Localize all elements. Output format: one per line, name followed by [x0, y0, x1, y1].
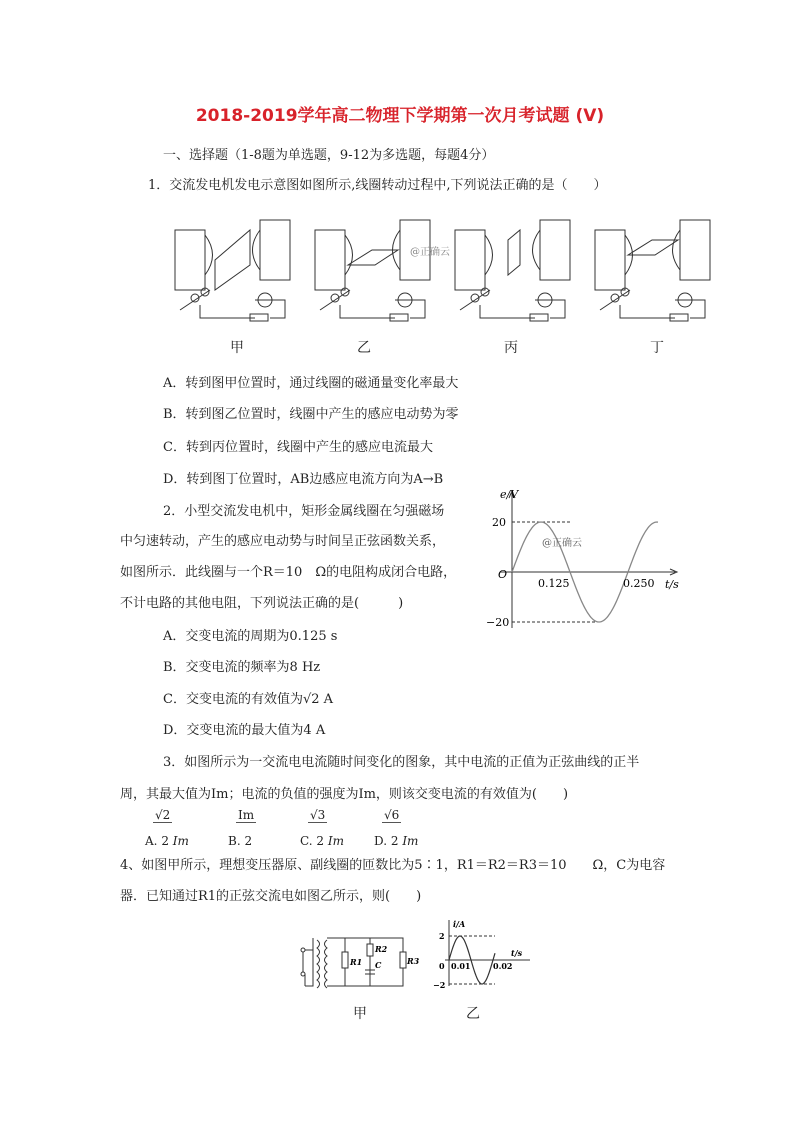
q3-option-c: $\frac{√3}{C. 2 Im}$: [300, 808, 344, 848]
figure-label-bing: 丙: [504, 340, 518, 356]
section-heading: 一、选择题（1-8题为单选题，9-12为多选题，每题4分）: [163, 148, 495, 163]
q1-generator-figures: [160, 210, 720, 340]
q4-xlabel: t/s: [511, 948, 523, 958]
figure-label-yi: 乙: [466, 1006, 480, 1022]
q4-line-2: 器．已知通过R1的正弦交流电如图乙所示，则( ): [120, 889, 422, 904]
q1-option-d: D．转到图丁位置时，AB边感应电流方向为A→B: [163, 472, 444, 487]
label-c: C: [375, 960, 382, 970]
q3-line-2: 周，其最大值为Im；电流的负值的强度为Im，则该交变电流的有效值为( ): [120, 787, 569, 802]
label-r1: R1: [350, 957, 363, 967]
q2-option-a: A．交变电流的周期为0.125 s: [163, 629, 338, 644]
q3-option-d: $\frac{√6}{D. 2 Im}$: [374, 808, 419, 848]
q2-origin: O: [498, 568, 508, 581]
page-title: 2018-2019学年高二物理下学期第一次月考试题 (V): [195, 106, 605, 126]
q4-ytick-2: 2: [439, 931, 445, 941]
figure-label-jia: 甲: [230, 340, 244, 356]
q2-line-4: 不计电路的其他电阻，下列说法正确的是( ): [120, 596, 404, 611]
label-r2: R2: [375, 944, 388, 954]
q1-stem: 1．交流发电机发电示意图如图所示,线圈转动过程中,下列说法正确的是（ ）: [148, 178, 607, 193]
q4-circuit: [295, 932, 420, 992]
q2-ylabel: e/V: [500, 488, 519, 501]
q2-ytick-20: 20: [492, 516, 506, 529]
figure-label-yi: 乙: [357, 340, 371, 356]
q2-option-d: D．交变电流的最大值为4 A: [163, 723, 326, 738]
watermark: @正确云: [542, 538, 582, 549]
q4-line-1: 4、如图甲所示，理想变压器原、副线圈的匝数比为5∶1，R1＝R2＝R3＝10 Ω，C为电容: [120, 858, 666, 873]
q2-xlabel: t/s: [665, 578, 679, 591]
q4-ytick-neg2: −2: [433, 980, 446, 990]
q2-emf-graph: [480, 488, 680, 638]
q2-line-2: 中匀速转动，产生的感应电动势与时间呈正弦函数关系，: [120, 534, 446, 549]
q4-current-graph: [425, 918, 535, 990]
q1-option-c: C．转到丙位置时，线圈中产生的感应电流最大: [163, 440, 433, 455]
q1-option-a: A．转到图甲位置时，通过线圈的磁通量变化率最大: [163, 376, 459, 391]
generator-yi: [315, 220, 430, 321]
q4-xtick-002: 0.02: [493, 961, 513, 971]
q2-line-1: 2．小型交流发电机中，矩形金属线圈在匀强磁场: [163, 504, 445, 519]
q4-xtick-001: 0.01: [451, 961, 471, 971]
q1-option-b: B．转到图乙位置时，线圈中产生的感应电动势为零: [163, 407, 459, 422]
q3-option-b: $\frac{Im}{B. 2}$: [228, 808, 255, 848]
q2-option-c: C．交变电流的有效值为√2 A: [163, 692, 334, 707]
q2-ytick-neg20: −20: [486, 616, 510, 629]
generator-ding: [595, 220, 710, 321]
figure-label-ding: 丁: [650, 340, 664, 356]
q2-xtick-0250: 0.250: [623, 577, 655, 590]
generator-bing: [455, 220, 570, 321]
q2-line-3: 如图所示．此线圈与一个R＝10 Ω的电阻构成闭合电路，: [120, 565, 457, 580]
q2-xtick-0125: 0.125: [538, 577, 570, 590]
q3-option-a: $\frac{√2}{A. 2 Im}$: [145, 808, 189, 848]
q4-ylabel: i/A: [453, 919, 466, 929]
generator-jia: [175, 220, 290, 321]
watermark: @正确云: [410, 247, 450, 258]
q2-option-b: B．交变电流的频率为8 Hz: [163, 660, 321, 675]
label-r3: R3: [407, 956, 420, 966]
q4-origin: 0: [439, 961, 445, 971]
figure-label-jia: 甲: [353, 1006, 367, 1022]
q3-line-1: 3．如图所示为一交流电电流随时间变化的图象，其中电流的正值为正弦曲线的正半: [163, 755, 640, 770]
